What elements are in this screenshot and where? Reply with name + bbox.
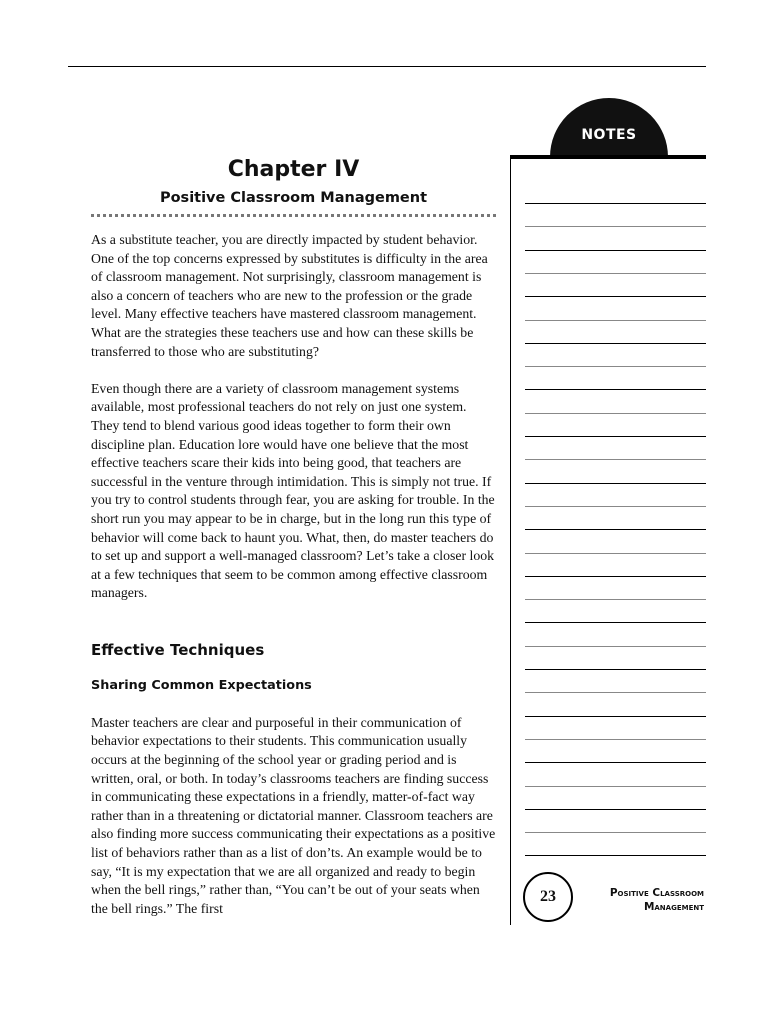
dotted-divider [91, 214, 496, 217]
note-line [525, 273, 706, 274]
note-line [525, 389, 706, 390]
notes-column [510, 127, 706, 925]
note-line [525, 436, 706, 437]
page-number: 23 [523, 872, 573, 922]
notes-label: NOTES [581, 127, 637, 143]
running-footer [584, 886, 704, 914]
paragraph-intro: As a substitute teacher, you are directly impacted by student behavior. One of the top concerns expressed by substitutes is difficulty in the area of classroom management. Not surprisingly, classroom management is also a concern of teachers who are new to the profession or the grade level. Many effective teachers have mastered classroom management. What are the strategies these teachers use and how can these skills be transferred to those who are substituting? [91, 232, 488, 359]
note-line [525, 809, 706, 810]
paragraph-systems: Even though there are a variety of classroom management systems available, most professional teachers do not rely on just one system. They tend to blend various good ideas together to form their own discipline plan. Education lore would have one believe that the most effective teachers scare their kids into being good, that teachers are successful in the venture through intimidation. This is simply not true. If you try to control students through fear, you are asking for trouble. In the short run you may appear to be in charge, but in the long run this type of behavior will come back to haunt you. What, then, do master teachers do to set up and support a well-managed classroom? Let’s take a closer look at a few techniques that seem to be common among effective classroom managers. [91, 380, 495, 601]
note-line [525, 599, 706, 600]
note-line [525, 646, 706, 647]
note-line [525, 692, 706, 693]
note-line [525, 343, 706, 344]
note-line [525, 506, 706, 507]
note-line [525, 855, 706, 856]
note-line [525, 483, 706, 484]
note-line [525, 762, 706, 763]
top-rule [68, 66, 706, 67]
section-heading: Effective Techniques [91, 640, 265, 659]
note-line [525, 320, 706, 321]
notes-top-bar [510, 155, 706, 159]
note-line [525, 669, 706, 670]
note-line [525, 576, 706, 577]
chapter-subtitle: Positive Classroom Management [159, 190, 428, 206]
paragraph-expectations: Master teachers are clear and purposeful in their communication of behavior expectations to their students. This communication usually occurs at the beginning of the school year or grading period and is written, oral, or both. In today’s classrooms teachers are finding success in communicating these expectations in a friendly, matter-of-fact way rather than in a threatening or dictatorial manner. Classroom teachers are also finding more success communicating their expectations as a positive list of behaviors rather than as a list of don’ts. An example would be to say, “It is my expectation that we are all organized and ready to begin when the bell rings,” rather than, “You can’t be out of your seats when the bell rings.” The first [91, 714, 496, 916]
notes-divider-line [510, 155, 511, 925]
chapter-title: Chapter IV [227, 157, 360, 182]
note-line [525, 366, 706, 367]
note-line [525, 622, 706, 623]
subsection-heading: Sharing Common Expectations [91, 677, 312, 693]
note-line [525, 226, 706, 227]
note-line [525, 250, 706, 251]
note-line [525, 716, 706, 717]
footer-title-line2: Management [643, 901, 704, 913]
main-column [91, 150, 496, 918]
note-line [525, 786, 706, 787]
note-line [525, 553, 706, 554]
note-line [525, 459, 706, 460]
footer-title-line1: Positive Classroom [609, 887, 704, 899]
note-line [525, 832, 706, 833]
note-line [525, 203, 706, 204]
note-line [525, 296, 706, 297]
note-line [525, 739, 706, 740]
note-line [525, 413, 706, 414]
note-line [525, 529, 706, 530]
